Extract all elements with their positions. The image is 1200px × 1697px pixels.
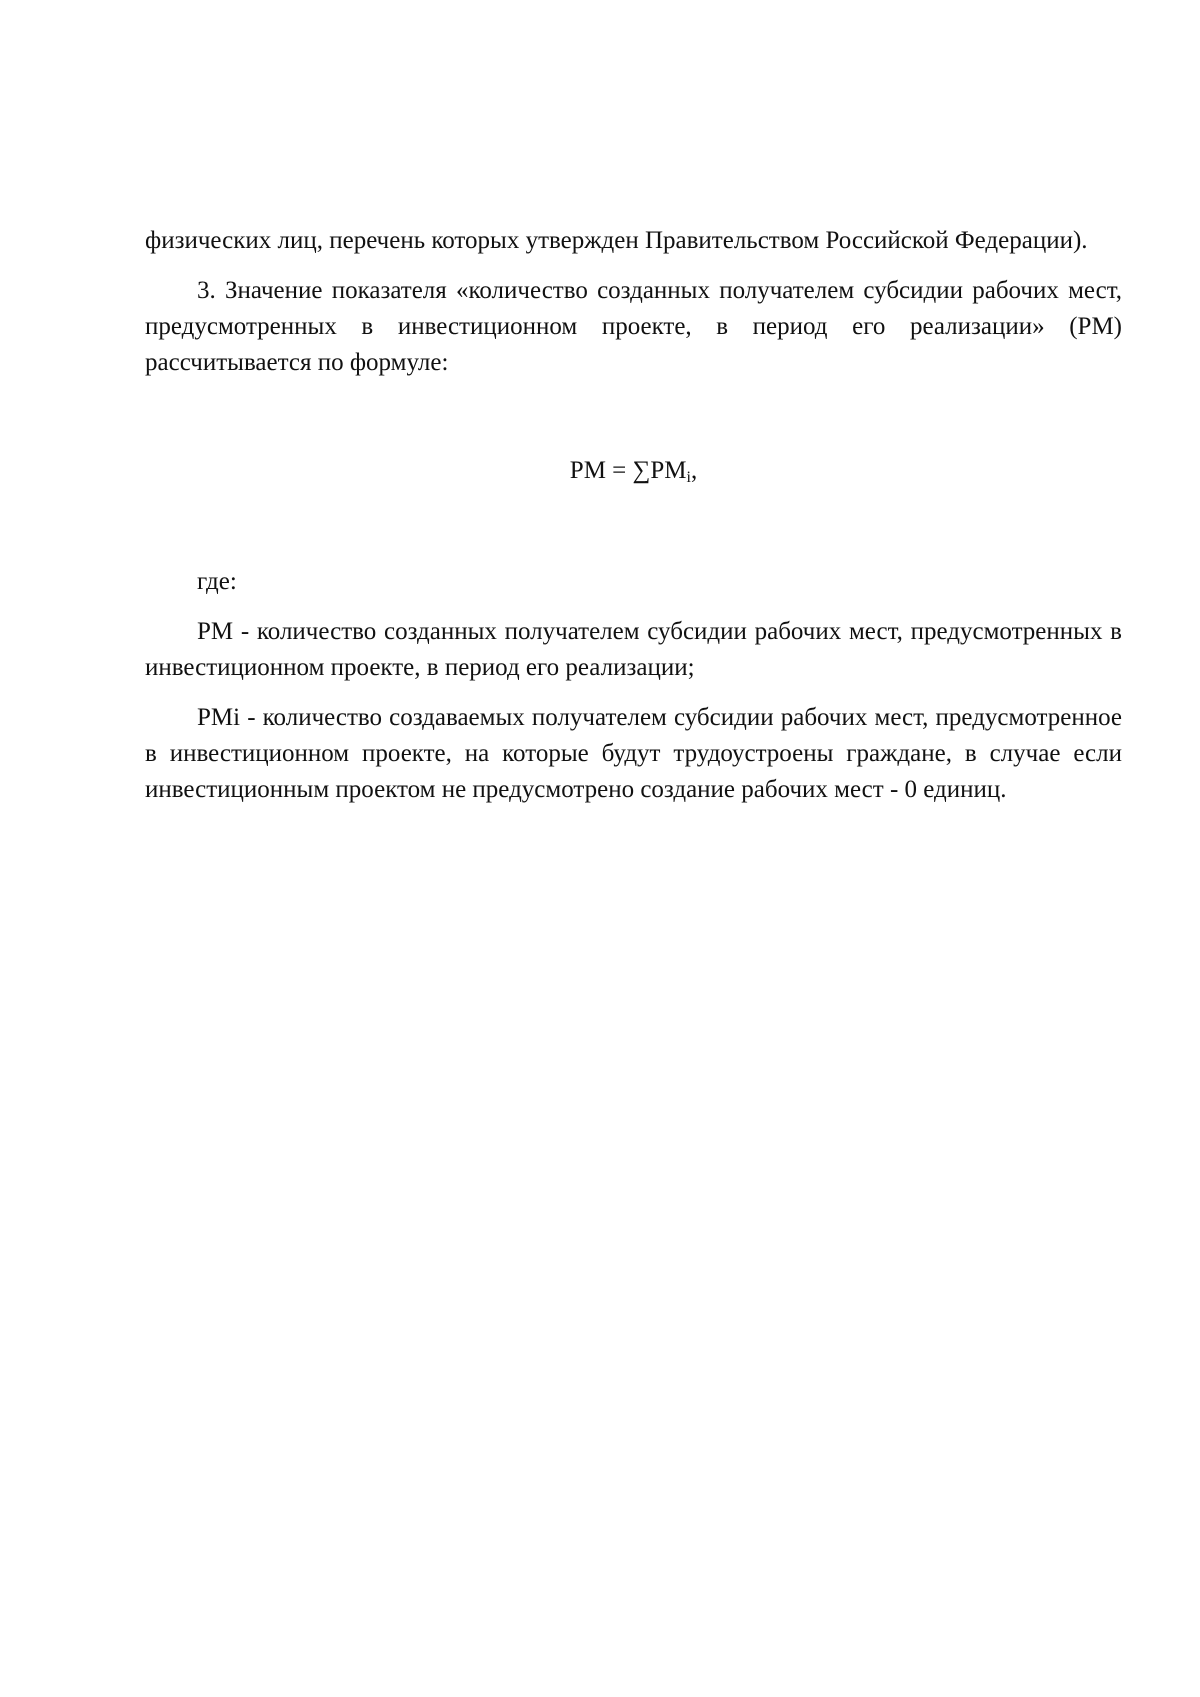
paragraph-3: 3. Значение показателя «количество созданных получателем субсидии рабочих мест, предусмотренных в инвестиционном проекте, в период его реализации» (РМ) рассчитывается по формуле: bbox=[145, 277, 1122, 376]
document-page bbox=[145, 223, 1122, 808]
formula-main: РМ = ∑РМ bbox=[569, 457, 687, 484]
formula-subscript: i bbox=[686, 469, 691, 486]
where-label: где: bbox=[197, 568, 237, 595]
formula-tail: , bbox=[690, 457, 698, 484]
formula-rm bbox=[145, 453, 1122, 489]
definition-rm: РМ - количество созданных получателем субсидии рабочих мест, предусмотренных в инвестиционном проекте, в период его реализации; bbox=[145, 618, 1122, 681]
definition-rmi: РМi - количество создаваемых получателем субсидии рабочих мест, предусмотренное в инвестиционном проекте, на которые будут трудоустроены граждане, в случае если инвестиционным проектом не предусмотрено создание рабочих мест - 0 единиц. bbox=[145, 704, 1122, 803]
paragraph-intro-tail: физических лиц, перечень которых утвержден Правительством Российской Федерации). bbox=[145, 227, 1088, 254]
